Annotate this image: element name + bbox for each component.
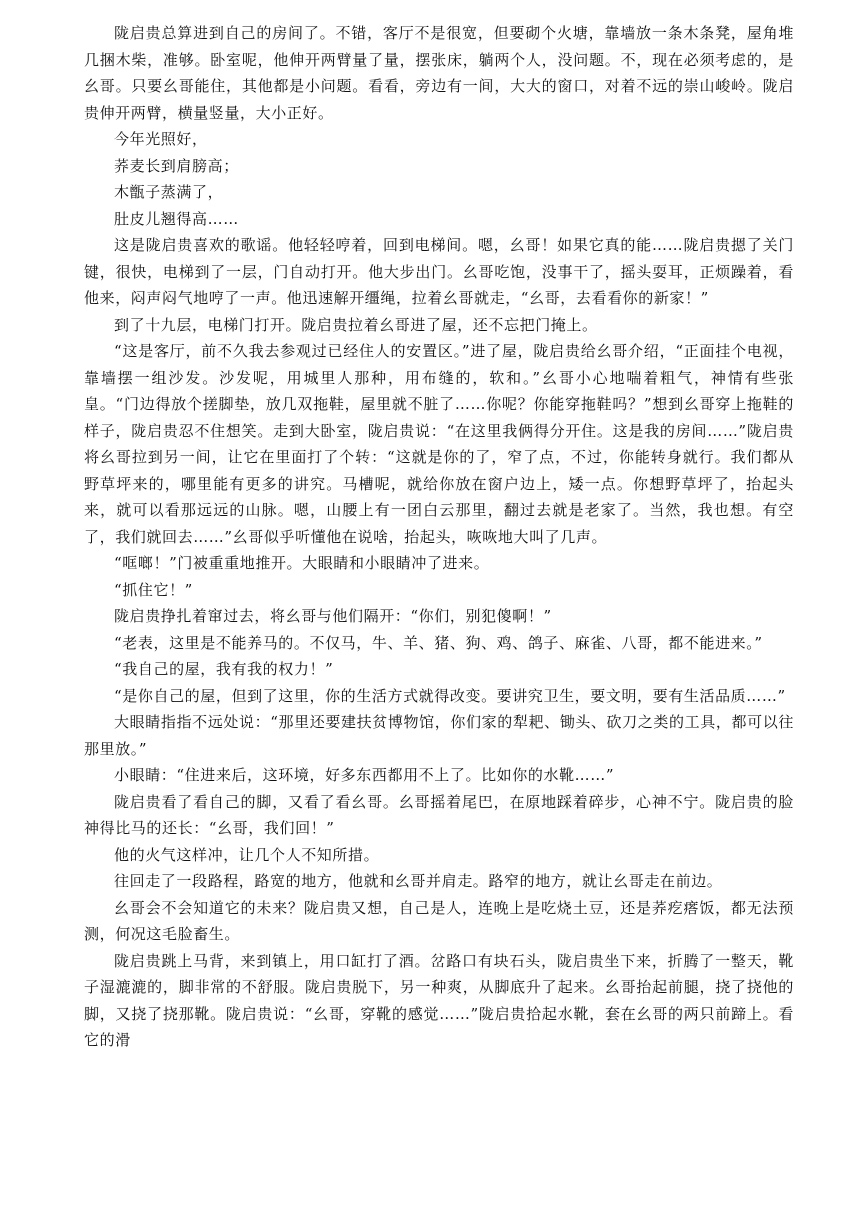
paragraph: “老表，这里是不能养马的。不仅马，牛、羊、猪、狗、鸡、鸽子、麻雀、八哥，都不能进来。” xyxy=(114,633,763,652)
paragraph: 大眼睛指指不远处说：“那里还要建扶贫博物馆，你们家的犁耙、锄头、砍刀之类的工具，都可以往那里放。” xyxy=(84,713,794,758)
paragraph: “哐啷！”门被重重地推开。大眼睛和小眼睛冲了进来。 xyxy=(114,554,490,572)
paragraph: 小眼睛：“住进来后，这环境，好多东西都用不上了。比如你的水靴……” xyxy=(114,766,615,784)
paragraph: “抓住它！” xyxy=(114,580,193,599)
paragraph: 陇启贵看了看自己的脚，又看了看幺哥。幺哥摇着尾巴，在原地踩着碎步，心神不宁。陇启贵的脸神得比马的还长：“幺哥，我们回！” xyxy=(84,792,794,837)
poem-line: 今年光照好， xyxy=(114,130,208,148)
paragraph: “我自己的屋，我有我的权力！” xyxy=(114,660,334,678)
paragraph: 陇启贵跳上马背，来到镇上，用口缸打了酒。岔路口有块石头，陇启贵坐下来，折腾了一整天，靴子湿漉漉的，脚非常的不舒服。陇启贵脱下，另一种爽，从脚底升了起来。幺哥抬起前腿，挠了挠他的脚，又挠了挠那靴。陇启贵说：“幺哥，穿靴的感觉……”陇启贵拾起水靴，套在幺哥的两只前蹄上。看它的滑 xyxy=(84,951,794,1049)
paragraph: 他的火气这样冲，让几个人不知所措。 xyxy=(114,845,380,864)
paragraph: 这是陇启贵喜欢的歌谣。他轻轻哼着，回到电梯间。嗯，幺哥！如果它真的能……陇启贵摁了关门键，很快，电梯到了一层，门自动打开。他大步出门。幺哥吃饱，没事干了，摇头耍耳，正烦躁着，看他来，闷声闷气地哼了一声。他迅速解开缰绳，拉着幺哥就走，“幺哥，去看看你的新家！” xyxy=(84,236,794,307)
paragraph: 陇启贵总算进到自己的房间了。不错，客厅不是很宽，但要砌个火塘，靠墙放一条木条凳，屋角堆几捆木柴，准够。卧室呢，他伸开两臂量了量，摆张床，躺两个人，没问题。不，现在必须考虑的，是幺哥。只要幺哥能住，其他都是小问题。看看，旁边有一间，大大的窗口，对着不远的崇山峻岭。陇启贵伸开两臂，横量竖量，大小正好。 xyxy=(84,24,794,122)
paragraph: “是你自己的屋，但到了这里，你的生活方式就得改变。要讲究卫生，要文明，要有生活品质……” xyxy=(114,686,786,705)
poem-line: 木甑子蒸满了， xyxy=(114,183,224,201)
paragraph: 往回走了一段路程，路宽的地方，他就和幺哥并肩走。路窄的地方，就让幺哥走在前边。 xyxy=(114,872,723,890)
paragraph: 幺哥会不会知道它的未来？陇启贵又想，自己是人，连晚上是吃烧土豆，还是荞疙瘩饭，都无法预测，何况这毛脸畜生。 xyxy=(84,898,794,943)
paragraph: “这是客厅，前不久我去参观过已经住人的安置区。”进了屋，陇启贵给幺哥介绍，“正面挂个电视，靠墙摆一组沙发。沙发呢，用城里人那种，用布缝的，软和。”幺哥小心地喘着粗气，神情有些张皇。“门边得放个搓脚垫，放几双拖鞋，屋里就不脏了……你呢？你能穿拖鞋吗？”想到幺哥穿上拖鞋的样子，陇启贵忍不住想笑。走到大卧室，陇启贵说：“在这里我俩得分开住。这是我的房间……”陇启贵将幺哥拉到另一间，让它在里面打了个转：“这就是你的了，窄了点，不过，你能转身就行。我们都从野草坪来的，哪里能有更多的讲究。马槽呢，就给你放在窗户边上，矮一点。你想野草坪了，抬起头来，就可以看那远远的山脉。嗯，山腰上有一团白云那里，翻过去就是老家了。当然，我也想。有空了，我们就回去……”幺哥似乎听懂他在说啥，抬起头，咴咴地大叫了几声。 xyxy=(84,342,794,546)
poem-line: 肚皮儿翘得高…… xyxy=(114,209,239,228)
paragraph: 陇启贵挣扎着窜过去，将幺哥与他们隔开：“你们，别犯傻啊！” xyxy=(114,607,552,625)
paragraph: 到了十九层，电梯门打开。陇启贵拉着幺哥进了屋，还不忘把门掩上。 xyxy=(114,315,598,334)
poem-line: 荞麦长到肩膀高； xyxy=(114,156,239,175)
